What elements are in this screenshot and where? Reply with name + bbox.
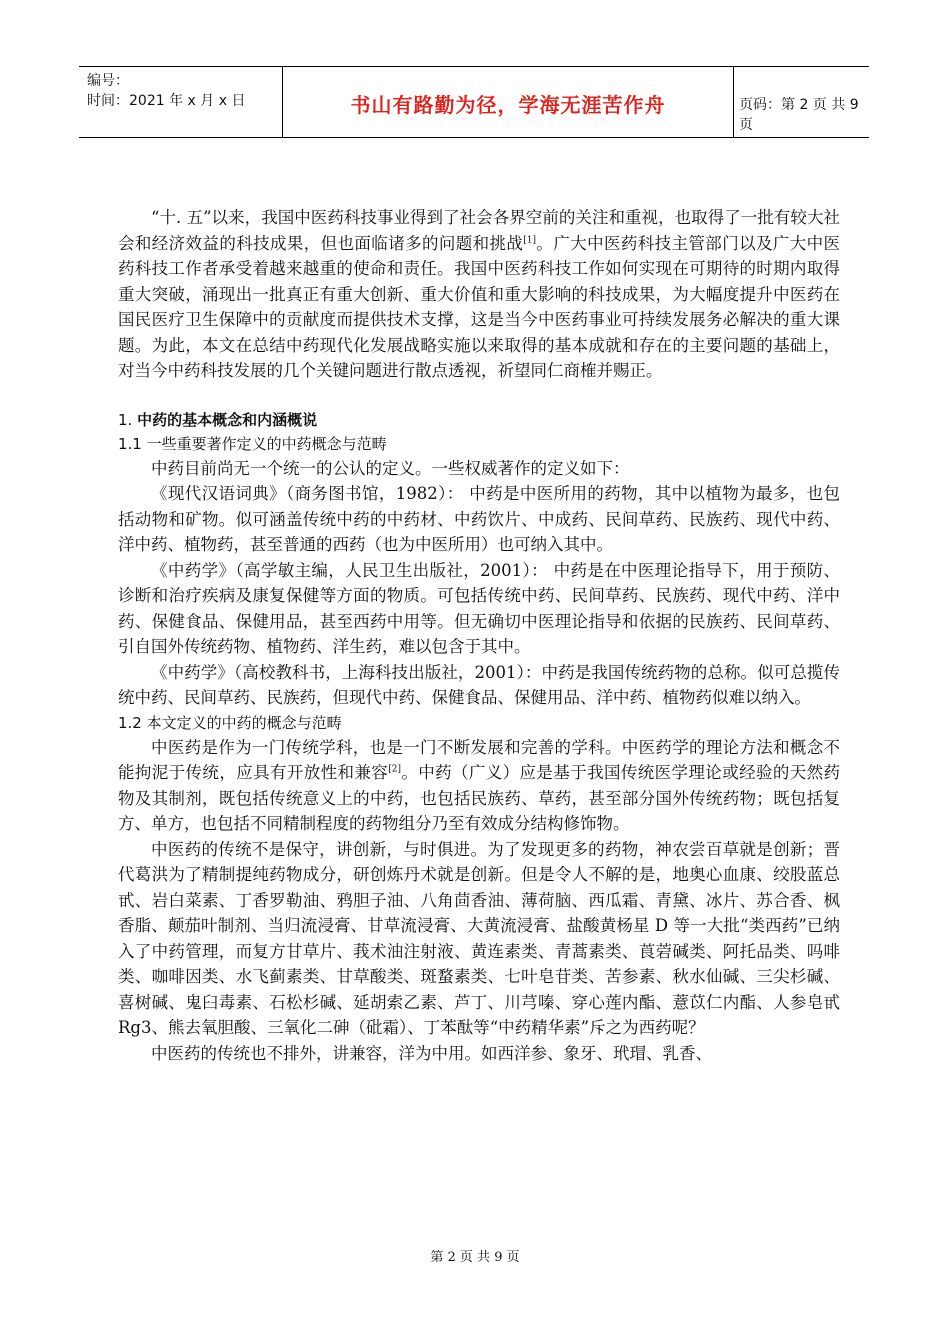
document-body [118,205,840,1066]
page-footer: 第 2 页 共 9 页 [430,1250,520,1265]
intro-paragraph [118,205,840,384]
header-meta-cell [79,67,282,137]
subsection-1-2-heading: 1.2 本文定义的中药的概念与范畴 [118,713,342,732]
paragraph-text-b: 。中药（广义）应是基于我国传统医学理论或经验的天然药物及其制剂，既包括传统意义上的中药，也包括民族药、草药，甚至部分国外传统药物；既包括复方、单方，也包括不同精制程度的药物组分乃至有效成分结构修饰物。 [118,763,841,833]
document-time: 时间：2021 年 x 月 x 日 [87,93,246,109]
section-1-title: 中药的基本概念和内涵概说 [137,410,318,429]
paragraph: 中医药的传统也不排外，讲兼容，洋为中用。如西洋参、象牙、玳瑁、乳香、 [151,1043,712,1063]
paragraph: 《中药学》（高学敏主编，人民卫生出版社，2001）： 中药是在中医理论指导下，用于预防、诊断和治疗疾病及康复保健等方面的物质。可包括传统中药、民间草药、民族药、现代中药、洋中药、保健食品、保健用品，甚至西药中用等。但无确切中医理论指导和依据的民族药、民间草药、引自国外传统药物、植物药、洋生药，难以包含于其中。 [118,560,840,656]
document-number: 编号： [87,73,129,89]
section-1-number: 1. [118,410,138,429]
paragraph: 中医药的传统不是保守，讲创新，与时俱进。为了发现更多的药物，神农尝百草就是创新；晋代葛洪为了精制提纯药物成分，研创炼丹术就是创新。但是令人不解的是，地奥心血康、绞股蓝总甙、岩白菜素、丁香罗勒油、鸦胆子油、八角茴香油、薄荷脑、西瓜霜、青黛、冰片、苏合香、枫香脂、颠茄叶制剂、当归流浸膏、甘草流浸膏、大黄流浸膏、盐酸黄杨星 D 等一大批“类西药”已纳入了中药管理，而复方甘草片、莪术油注射液、黄连素类、青蒿素类、莨菪碱类、阿托品类、吗啡类、咖啡因类、水飞蓟素类、甘草酸类、斑蝥素类、七叶皂苷类、苦参素、秋水仙碱、三尖杉碱、喜树碱、鬼臼毒素、石松杉碱、延胡索乙素、芦丁、川芎嗪、穿心莲内酯、薏苡仁内酯、人参皂甙 Rg3、熊去氧胆酸、三氧化二砷（砒霜）、丁苯酞等“中药精华素”斥之为西药呢？ [118,839,840,1037]
section-1-heading [118,408,840,432]
reference-2: [2] [388,764,401,775]
header-motto-cell [282,67,734,137]
header-page-cell [733,67,869,137]
intro-text-b: 。广大中医药科技主管部门以及广大中医药科技工作者承受着越来越重的使命和责任。我国中医药科技工作如何实现在可期待的时期内取得重大突破，涌现出一批真正有重大创新、重大价值和重大影响的科技成果，为大幅度提升中医药在国民医疗卫生保障中的贡献度而提供技术支撑，这是当今中医药事业可持续发展务必解决的重大课题。为此，本文在总结中药现代化发展战略实施以来取得的基本成就和存在的主要问题的基础上，对当今中药科技发展的几个关键问题进行散点透视，祈望同仁商榷并赐正。 [118,233,841,380]
reference-1: [1] [523,235,537,245]
header-motto: 书山有路勤为径，学海无涯苦作舟 [350,93,666,117]
paragraph-text-a: 中医药是作为一门传统学科，也是一门不断发展和完善的学科。中医药学的理论方法和概念不能拘泥于传统，应具有开放性和兼容 [118,737,840,782]
paragraph: 中药目前尚无一个统一的公认的定义。一些权威著作的定义如下： [151,458,630,478]
page-header [79,66,869,138]
paragraph: 《现代汉语词典》（商务图书馆，1982）： 中药是中医所用的药物，其中以植物为最多，也包括动物和矿物。似可涵盖传统中药的中药材、中药饮片、中成药、民间草药、民族药、现代中药、洋中药、植物药，甚至普通的西药（也为中医所用）也可纳入其中。 [118,484,840,554]
paragraph [118,735,840,837]
header-page-number: 页码：第 2 页 共 9 页 [739,97,859,133]
paragraph: 《中药学》（高校教科书，上海科技出版社，2001）：中药是我国传统药物的总称。似可总揽传统中药、民间草药、民族药，但现代中药、保健食品、保健用品、洋中药、植物药似难以纳入。 [118,662,840,707]
subsection-1-1-heading: 1.1 一些重要著作定义的中药概念与范畴 [118,434,387,453]
intro-text-a: “十. 五”以来，我国中医药科技事业得到了社会各界空前的关注和重视，也取得了一批有较大社会和经济效益的科技成果，但也面临诸多的问题和挑战 [118,208,840,253]
